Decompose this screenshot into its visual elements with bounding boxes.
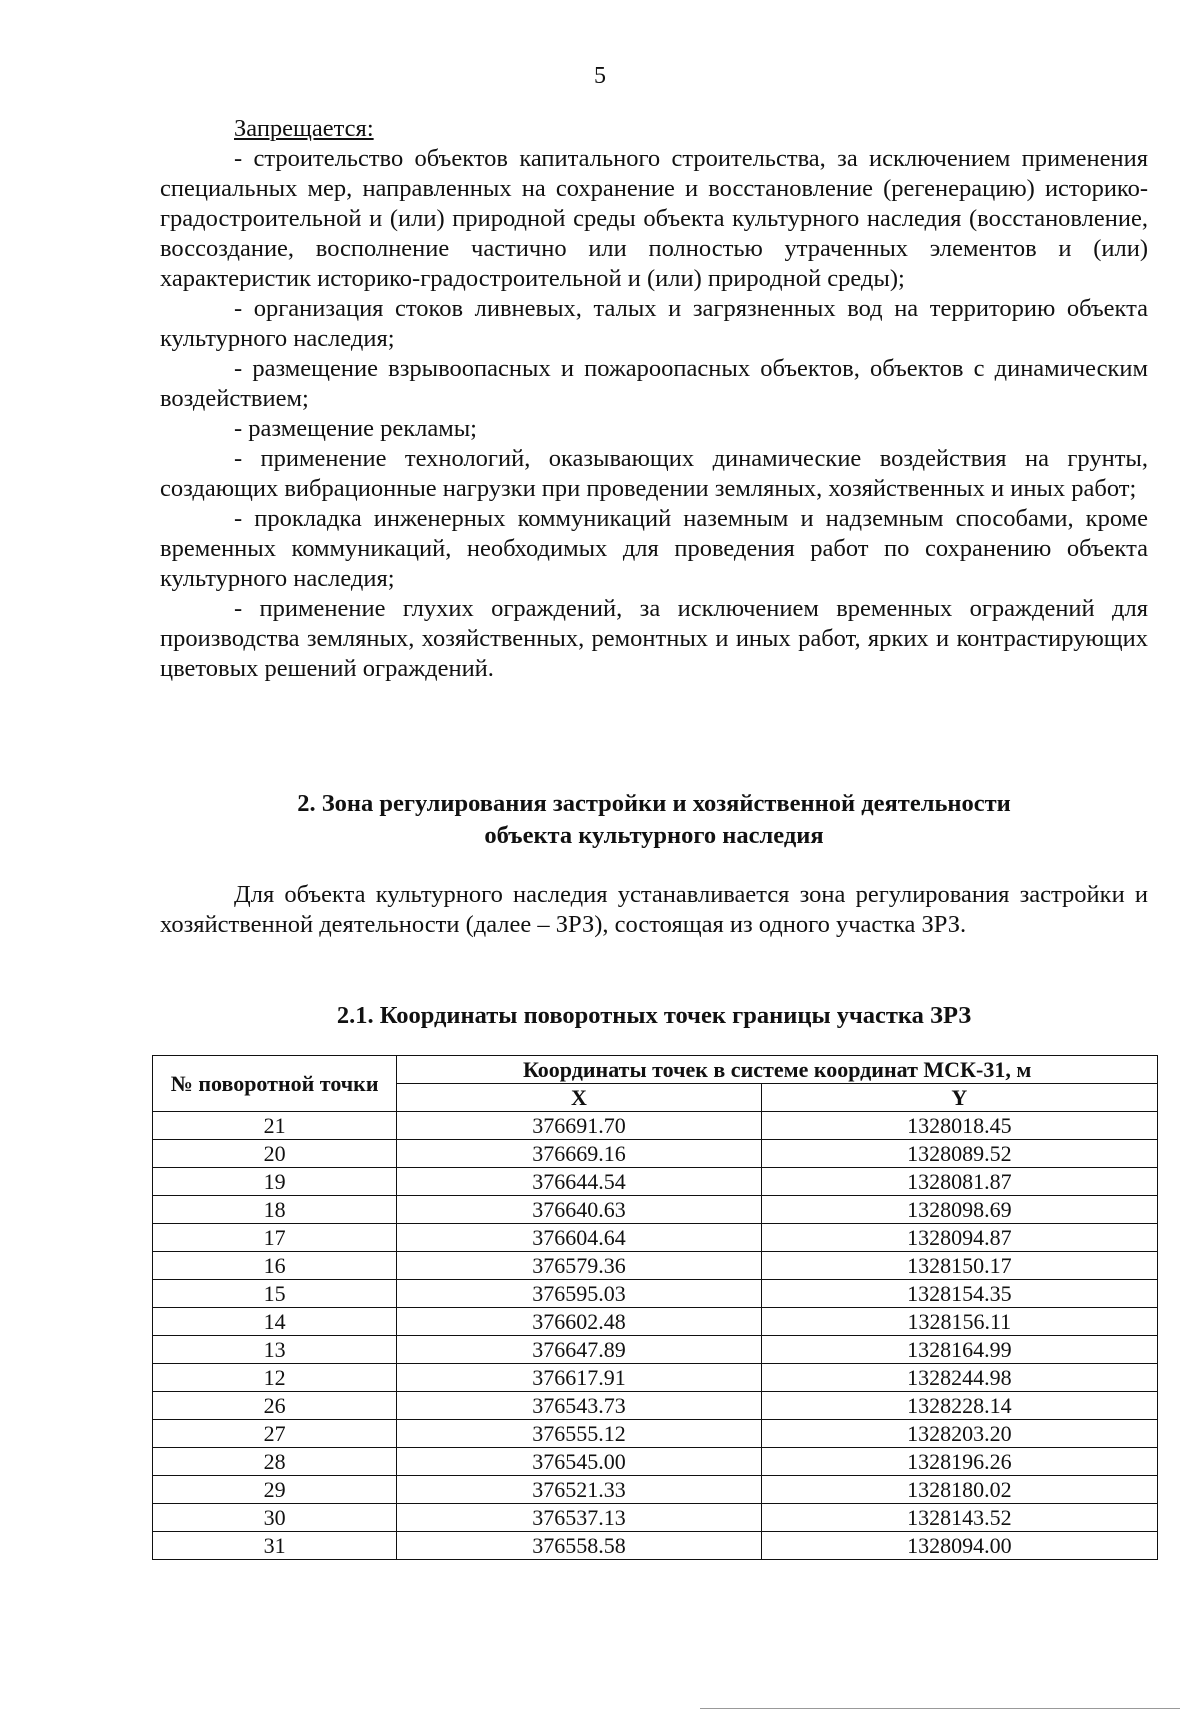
point-number-cell: 18 bbox=[153, 1196, 397, 1224]
table-row bbox=[153, 1504, 1158, 1532]
table-row bbox=[153, 1196, 1158, 1224]
footer-divider bbox=[700, 1708, 1180, 1709]
y-header: Y bbox=[761, 1084, 1157, 1112]
point-number-cell: 17 bbox=[153, 1224, 397, 1252]
point-number-cell: 16 bbox=[153, 1252, 397, 1280]
table-row bbox=[153, 1476, 1158, 1504]
x-coordinate-cell: 376669.16 bbox=[397, 1140, 761, 1168]
table-row bbox=[153, 1308, 1158, 1336]
table-row bbox=[153, 1140, 1158, 1168]
y-coordinate-cell: 1328018.45 bbox=[761, 1112, 1157, 1140]
x-coordinate-cell: 376595.03 bbox=[397, 1280, 761, 1308]
y-coordinate-cell: 1328196.26 bbox=[761, 1448, 1157, 1476]
prohibition-item: - организация стоков ливневых, талых и загрязненных вод на территорию объекта культурного наследия; bbox=[160, 295, 1148, 352]
point-number-cell: 15 bbox=[153, 1280, 397, 1308]
x-coordinate-cell: 376545.00 bbox=[397, 1448, 761, 1476]
prohibition-item: - применение технологий, оказывающих динамические воздействия на грунты, создающих вибрационные нагрузки при проведении земляных, хозяйственных и иных работ; bbox=[160, 445, 1148, 502]
point-number-cell: 21 bbox=[153, 1112, 397, 1140]
prohibition-item: - применение глухих ограждений, за исключением временных ограждений для производства земляных, хозяйственных, ремонтных и иных работ, ярких и контрастирующих цветовых решений ограждений. bbox=[160, 595, 1148, 682]
y-coordinate-cell: 1328203.20 bbox=[761, 1420, 1157, 1448]
x-coordinate-cell: 376644.54 bbox=[397, 1168, 761, 1196]
point-number-cell: 31 bbox=[153, 1532, 397, 1560]
x-coordinate-cell: 376521.33 bbox=[397, 1476, 761, 1504]
y-coordinate-cell: 1328143.52 bbox=[761, 1504, 1157, 1532]
y-coordinate-cell: 1328180.02 bbox=[761, 1476, 1157, 1504]
section-heading-line2: объекта культурного наследия bbox=[484, 822, 824, 849]
x-header: X bbox=[397, 1084, 761, 1112]
y-coordinate-cell: 1328164.99 bbox=[761, 1336, 1157, 1364]
point-number-cell: 30 bbox=[153, 1504, 397, 1532]
table-row bbox=[153, 1364, 1158, 1392]
table-row bbox=[153, 1168, 1158, 1196]
table-row bbox=[153, 1392, 1158, 1420]
x-coordinate-cell: 376604.64 bbox=[397, 1224, 761, 1252]
y-coordinate-cell: 1328098.69 bbox=[761, 1196, 1157, 1224]
coordinates-table bbox=[152, 1055, 1158, 1560]
point-number-cell: 13 bbox=[153, 1336, 397, 1364]
point-number-cell: 20 bbox=[153, 1140, 397, 1168]
point-number-cell: 14 bbox=[153, 1308, 397, 1336]
prohibition-item: - прокладка инженерных коммуникаций наземным и надземным способами, кроме временных коммуникаций, необходимых для проведения работ по сохранению объекта культурного наследия; bbox=[160, 505, 1148, 592]
table-row bbox=[153, 1420, 1158, 1448]
section-heading-line1: 2. Зона регулирования застройки и хозяйственной деятельности bbox=[297, 790, 1011, 817]
y-coordinate-cell: 1328094.87 bbox=[761, 1224, 1157, 1252]
y-coordinate-cell: 1328089.52 bbox=[761, 1140, 1157, 1168]
table-row bbox=[153, 1336, 1158, 1364]
prohibitions-heading: Запрещается: bbox=[234, 115, 374, 142]
table-row bbox=[153, 1448, 1158, 1476]
section-heading bbox=[160, 788, 1148, 852]
x-coordinate-cell: 376640.63 bbox=[397, 1196, 761, 1224]
point-number-cell: 19 bbox=[153, 1168, 397, 1196]
y-coordinate-cell: 1328094.00 bbox=[761, 1532, 1157, 1560]
x-coordinate-cell: 376602.48 bbox=[397, 1308, 761, 1336]
point-number-cell: 12 bbox=[153, 1364, 397, 1392]
point-number-cell: 28 bbox=[153, 1448, 397, 1476]
x-coordinate-cell: 376579.36 bbox=[397, 1252, 761, 1280]
zone-intro bbox=[160, 880, 1148, 940]
y-coordinate-cell: 1328081.87 bbox=[761, 1168, 1157, 1196]
x-coordinate-cell: 376537.13 bbox=[397, 1504, 761, 1532]
point-number-cell: 27 bbox=[153, 1420, 397, 1448]
y-coordinate-cell: 1328154.35 bbox=[761, 1280, 1157, 1308]
table-title: 2.1. Координаты поворотных точек границы участка ЗРЗ bbox=[336, 1002, 972, 1029]
table-row bbox=[153, 1280, 1158, 1308]
y-coordinate-cell: 1328228.14 bbox=[761, 1392, 1157, 1420]
x-coordinate-cell: 376558.58 bbox=[397, 1532, 761, 1560]
table-row bbox=[153, 1252, 1158, 1280]
table-row bbox=[153, 1224, 1158, 1252]
page-number: 5 bbox=[594, 63, 606, 89]
x-coordinate-cell: 376691.70 bbox=[397, 1112, 761, 1140]
y-coordinate-cell: 1328150.17 bbox=[761, 1252, 1157, 1280]
x-coordinate-cell: 376555.12 bbox=[397, 1420, 761, 1448]
zone-intro-text: Для объекта культурного наследия устанавливается зона регулирования застройки и хозяйственной деятельности (далее – ЗРЗ), состоящая из одного участка ЗРЗ. bbox=[160, 881, 1148, 938]
x-coordinate-cell: 376543.73 bbox=[397, 1392, 761, 1420]
point-number-header: № поворотной точки bbox=[153, 1056, 397, 1112]
coordinates-header: Координаты точек в системе координат МСК-31, м bbox=[397, 1056, 1158, 1084]
prohibition-item: - размещение рекламы; bbox=[234, 415, 477, 442]
table-row bbox=[153, 1112, 1158, 1140]
prohibitions-list bbox=[160, 114, 1148, 684]
point-number-cell: 29 bbox=[153, 1476, 397, 1504]
prohibition-item: - строительство объектов капитального строительства, за исключением применения специальных мер, направленных на сохранение и восстановление (регенерацию) историко-градостроительной и (или) природной среды объекта культурного наследия (восстановление, воссоздание, восполнение частично или полностью утраченных элементов и (или) характеристик историко-градостроительной и (или) природной среды); bbox=[160, 145, 1148, 292]
x-coordinate-cell: 376647.89 bbox=[397, 1336, 761, 1364]
point-number-cell: 26 bbox=[153, 1392, 397, 1420]
y-coordinate-cell: 1328244.98 bbox=[761, 1364, 1157, 1392]
coordinates-table-body bbox=[153, 1112, 1158, 1560]
x-coordinate-cell: 376617.91 bbox=[397, 1364, 761, 1392]
table-row bbox=[153, 1532, 1158, 1560]
prohibition-item: - размещение взрывоопасных и пожароопасных объектов, объектов с динамическим воздействием; bbox=[160, 355, 1148, 412]
y-coordinate-cell: 1328156.11 bbox=[761, 1308, 1157, 1336]
